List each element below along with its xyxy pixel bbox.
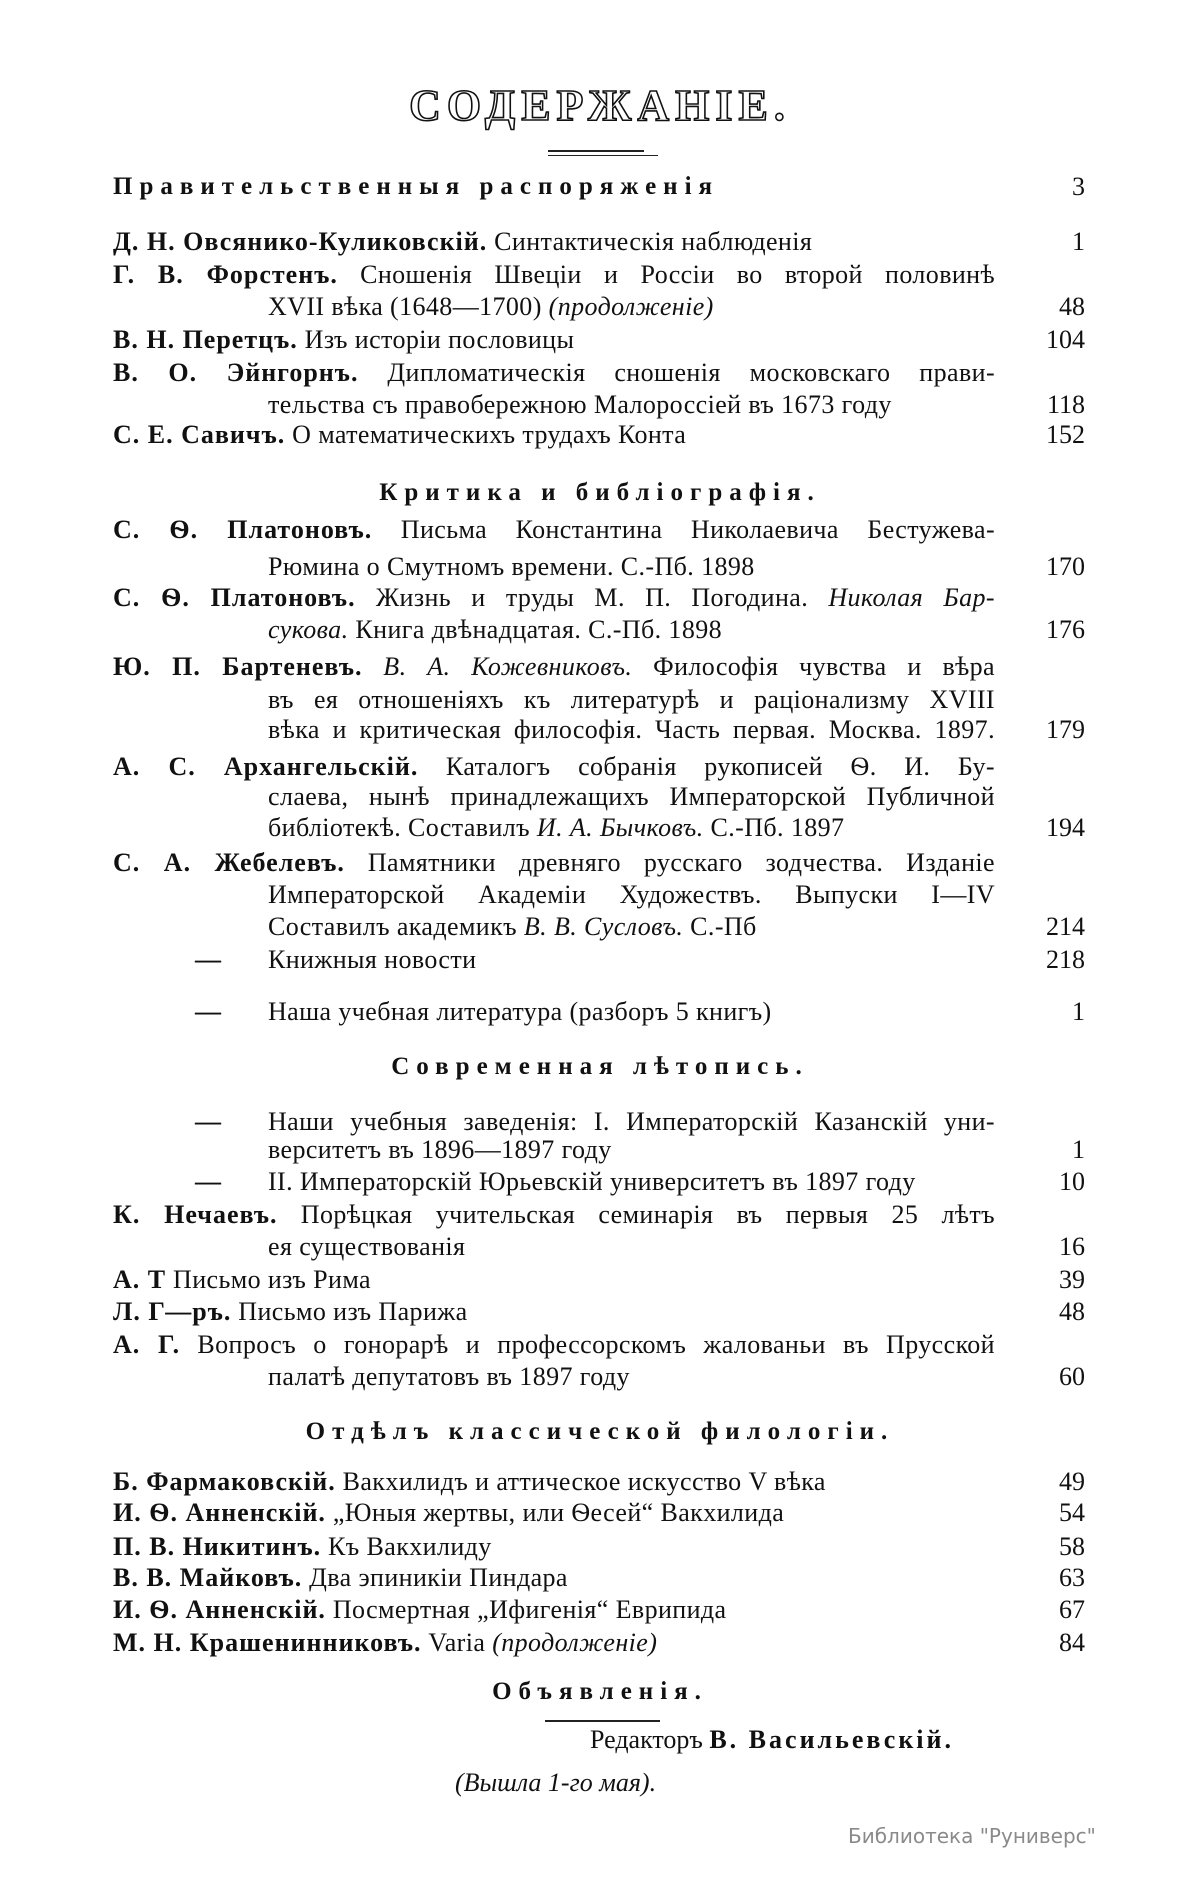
page-number: 170: [1046, 552, 1085, 581]
section-heading: Отдѣлъ классической филологіи.: [305, 1418, 895, 1445]
editor-line: [590, 1724, 954, 1756]
section-heading: Объявленія.: [492, 1678, 708, 1705]
entry-title: Письмо изъ Парижа: [238, 1297, 468, 1326]
toc-entry-line: [113, 357, 995, 389]
page-number: 214: [1046, 912, 1085, 941]
entry-author: Л. Г—ръ.: [113, 1297, 232, 1326]
entry-title: вѣка и критическая философія. Часть первая. Москва. 1897.: [268, 715, 995, 744]
entry-author: А. С. Архангельскій.: [113, 752, 419, 781]
toc-entry-line: [268, 551, 755, 583]
entry-title: Вакхилидъ и аттическое искусство V вѣка: [342, 1467, 826, 1496]
entry-title-italic: (продолженіе): [492, 1628, 658, 1657]
toc-entry-line: [268, 291, 714, 323]
section-heading: Современная лѣтопись.: [391, 1053, 809, 1080]
entry-title: Составилъ академикъ: [268, 912, 524, 941]
entry-author: В. О. Эйнгорнъ.: [113, 358, 359, 387]
entry-title: Жизнь и труды М. П. Погодина.: [375, 583, 829, 612]
toc-entry-line: [268, 1166, 916, 1198]
entry-title-italic: В. А. Кожевниковъ.: [383, 652, 633, 681]
issue-date: (Вышла 1-го мая).: [455, 1768, 657, 1797]
page-number: 3: [1072, 172, 1085, 201]
entry-author: Ю. П. Бартеневъ.: [113, 652, 363, 681]
toc-entry-line: [113, 324, 574, 356]
entry-title: Изъ исторіи пословицы: [304, 325, 575, 354]
page-number: 152: [1046, 420, 1085, 449]
page-number: 48: [1059, 1297, 1085, 1326]
entry-dash: —: [195, 945, 221, 974]
entry-author: М. Н. Крашенинниковъ.: [113, 1628, 422, 1657]
toc-entry-line: [268, 781, 995, 813]
page-number: 49: [1059, 1467, 1085, 1496]
page-number: 176: [1046, 615, 1085, 644]
entry-title: Синтактическія наблюденія: [494, 227, 813, 256]
entry-title: Рюмина о Смутномъ времени. С.-Пб. 1898: [268, 552, 755, 581]
page-number: 16: [1059, 1232, 1085, 1261]
toc-entry-line: [268, 812, 844, 844]
entry-title: Два эпиникіи Пиндара: [309, 1563, 568, 1592]
toc-entry-line: [113, 1466, 826, 1498]
toc-entry-line: [268, 684, 995, 716]
page-number: 54: [1059, 1498, 1085, 1527]
entry-author: И. Ѳ. Анненскій.: [113, 1595, 326, 1624]
entry-title: О математическихъ трудахъ Конта: [292, 420, 687, 449]
toc-entry-line: [113, 651, 995, 683]
toc-entry-line: [113, 1497, 784, 1529]
entry-title: С.-Пб. 1897: [703, 813, 845, 842]
entry-title: библіотекѣ. Составилъ: [268, 813, 537, 842]
toc-entry-line: [268, 944, 476, 976]
entry-title: Письма Константина Николаевича Бестужева-: [400, 515, 996, 544]
entry-author: И. Ѳ. Анненскій.: [113, 1498, 326, 1527]
entry-author: Д. Н. Овсянико-Куликовскій.: [113, 227, 488, 256]
toc-entry-line: [268, 911, 757, 943]
toc-entry-line: [113, 1531, 492, 1563]
page-title: СОДЕРЖАНІЕ.: [409, 81, 791, 130]
entry-title-italic: сукова.: [268, 615, 349, 644]
entry-author: С. Е. Савичъ.: [113, 420, 286, 449]
entry-dash: —: [195, 1167, 221, 1196]
page-number: 58: [1059, 1532, 1085, 1561]
entry-title: Varia: [428, 1628, 493, 1657]
page-number: 84: [1059, 1628, 1085, 1657]
page-number: 60: [1059, 1362, 1085, 1391]
toc-entry-line: [113, 259, 995, 291]
entry-author: С. А. Жебелевъ.: [113, 848, 345, 877]
page-number: 63: [1059, 1563, 1085, 1592]
entry-title: Императорской Академіи Художествъ. Выпуски I—IV: [268, 880, 995, 909]
entry-title: Вопросъ о гонорарѣ и профессорскомъ жалованьи въ Прусской: [197, 1330, 995, 1359]
entry-author: А. Г.: [113, 1330, 181, 1359]
page-number: 218: [1046, 945, 1085, 974]
title-divider: [548, 150, 644, 152]
entry-title: Наши учебныя заведенія: I. Императорскій Казанскій уни-: [268, 1107, 995, 1136]
entry-title: Сношенія Швеціи и Россіи во второй половинѣ: [360, 260, 996, 289]
entry-dash: —: [195, 997, 221, 1026]
entry-title-italic: В. В. Сусловъ.: [523, 912, 684, 941]
entry-author: Г. В. Форстенъ.: [113, 260, 338, 289]
entry-title: Къ Вакхилиду: [328, 1532, 492, 1561]
page-number: 118: [1046, 390, 1085, 419]
toc-entry-line: [113, 751, 995, 783]
entry-title: тельства съ правобережною Малороссіей въ 1673 году: [268, 390, 892, 419]
toc-entry-line: [113, 419, 686, 451]
toc-entry-line: [268, 389, 892, 421]
section-heading: Правительственныя распоряженія: [113, 173, 720, 200]
entry-title: ея существованія: [268, 1232, 466, 1261]
toc-entry-line: [268, 714, 995, 746]
toc-entry-line: [268, 614, 722, 646]
entry-title-italic: Николая Бар-: [828, 583, 995, 612]
entry-title: Памятники древняго русскаго зодчества. Изданіе: [367, 848, 996, 877]
watermark: Библиотека "Руниверс": [848, 1824, 1096, 1848]
entry-title: Наша учебная литература (разборъ 5 книгъ): [268, 997, 772, 1026]
entry-author: А. Т: [113, 1265, 167, 1294]
entry-author: Б. Фармаковскій.: [113, 1467, 336, 1496]
toc-entry-line: [113, 847, 995, 879]
section-heading: Критика и библіографія.: [379, 479, 821, 506]
page-number: 1: [1072, 1135, 1085, 1164]
entry-title: Каталогъ собранія рукописей Ѳ. И. Бу-: [445, 752, 995, 781]
toc-entry-line: [268, 1361, 630, 1393]
entry-title: Книга двѣнадцатая. С.-Пб. 1898: [348, 615, 723, 644]
entry-author: К. Нечаевъ.: [113, 1200, 278, 1229]
entry-title: Письмо изъ Рима: [173, 1265, 371, 1294]
entry-title: II. Императорскій Юрьевскій университетъ въ 1897 году: [268, 1167, 916, 1196]
editor-label: Редакторъ: [590, 1725, 703, 1754]
entry-title-italic: (продолженіе): [548, 292, 714, 321]
entry-title: Посмертная „Ифигенія“ Еврипида: [332, 1595, 727, 1624]
toc-entry-line: [113, 514, 995, 546]
page-number: 1: [1072, 227, 1085, 256]
toc-entry-line: [113, 1329, 995, 1361]
entry-author: П. В. Никитинъ.: [113, 1532, 322, 1561]
toc-entry-line: [113, 1296, 468, 1328]
toc-entry-line: [113, 1199, 995, 1231]
toc-entry-line: [113, 1264, 371, 1296]
toc-entry-line: [113, 226, 812, 258]
page-number: 48: [1059, 292, 1085, 321]
toc-entry-line: [268, 996, 772, 1028]
entry-title: XVII вѣка (1648—1700): [268, 292, 549, 321]
entry-title: верситетъ въ 1896—1897 году: [268, 1135, 612, 1164]
page-number: 194: [1046, 813, 1085, 842]
page-number: 179: [1046, 715, 1085, 744]
entry-author: С. Ѳ. Платоновъ.: [113, 515, 373, 544]
entry-title: слаева, нынѣ принадлежащихъ Императорской Публичной: [268, 782, 995, 811]
toc-entry-line: [113, 1627, 657, 1659]
entry-title: палатѣ депутатовъ въ 1897 году: [268, 1362, 630, 1391]
entry-title: Книжныя новости: [268, 945, 477, 974]
entry-title: „Юныя жертвы, или Ѳесей“ Вакхилида: [332, 1498, 785, 1527]
entry-title: Дипломатическія сношенія московскаго прави-: [387, 358, 996, 387]
toc-entry-line: [268, 879, 995, 911]
page-number: 10: [1059, 1167, 1085, 1196]
entry-title: Порѣцкая учительская семинарія въ первыя 25 лѣтъ: [300, 1200, 995, 1229]
page-number: 1: [1072, 997, 1085, 1026]
page-number: 67: [1059, 1595, 1085, 1624]
page-number: 104: [1046, 325, 1085, 354]
entry-author: В. В. Майковъ.: [113, 1563, 303, 1592]
toc-entry-line: [113, 1594, 726, 1626]
entry-title-italic: И. А. Бычковъ.: [536, 813, 704, 842]
entry-title: Философія чувства и вѣра: [632, 652, 995, 681]
page-number: 39: [1059, 1265, 1085, 1294]
toc-entry-line: [268, 1134, 612, 1166]
footer-divider: [545, 1720, 660, 1722]
entry-title: С.-Пб: [683, 912, 757, 941]
entry-author: В. Н. Перетцъ.: [113, 325, 298, 354]
editor-name: В. Васильевскій.: [709, 1725, 955, 1754]
toc-entry-line: [113, 582, 995, 614]
entry-dash: —: [195, 1107, 221, 1136]
title-divider: [548, 155, 658, 156]
toc-entry-line: [113, 1562, 568, 1594]
entry-author: С. Ѳ. Платоновъ.: [113, 583, 356, 612]
entry-title: въ ея отношеніяхъ къ литературѣ и раціонализму XVIII: [268, 685, 995, 714]
toc-entry-line: [268, 1231, 465, 1263]
